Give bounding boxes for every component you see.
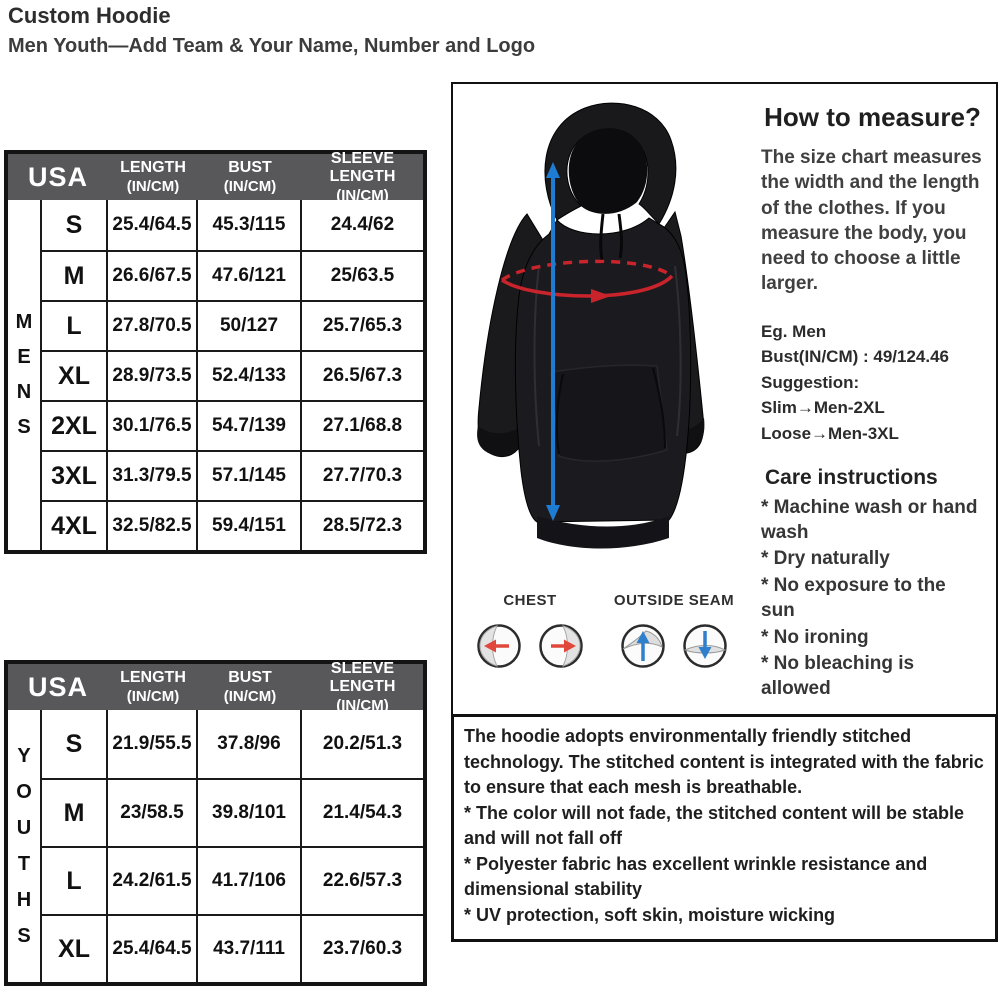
table-row: XL 28.9/73.5 52.4/133 26.5/67.3 [42, 350, 423, 400]
header-length: LENGTH (IN/CM) [120, 669, 186, 705]
chest-diagram-group [467, 592, 593, 669]
care-instructions-heading: Care instructions [765, 466, 938, 490]
outside-seam-label: OUTSIDE SEAM [613, 592, 735, 609]
size-example-block: Eg. Men Bust(IN/CM) : 49/124.46 Suggestion: Slim→Men-2XL Loose→Men-3XL [761, 321, 949, 443]
youths-size-table [4, 660, 427, 986]
chest-arrow-right-icon [538, 623, 584, 669]
page-title: Custom Hoodie [8, 3, 171, 28]
description-line: The hoodie adopts environmentally friendly stitched technology. The stitched content is integrated with the fabric to ensure that each mesh is breathable. [464, 726, 984, 798]
table-row: 3XL 31.3/79.5 57.1/145 27.7/70.3 [42, 450, 423, 500]
table-row: S 25.4/64.5 45.3/115 24.4/62 [42, 200, 423, 250]
outside-seam-diagram-group [607, 592, 741, 669]
table-row: M 26.6/67.5 47.6/121 25/63.5 [42, 250, 423, 300]
seam-arrow-up-icon [620, 623, 666, 669]
table-row: 2XL 30.1/76.5 54.7/139 27.1/68.8 [42, 400, 423, 450]
mens-table-header [8, 149, 423, 204]
header-usa: USA [27, 671, 88, 702]
chest-label: CHEST [503, 592, 557, 609]
youths-group-label: Y O U T H S [8, 710, 42, 982]
hoodie-photo [453, 86, 749, 586]
how-to-measure-heading: How to measure? [764, 102, 981, 132]
header-length: LENGTH (IN/CM) [120, 159, 186, 195]
description-line: * The color will not fade, the stitched content will be stable and will not fall off [464, 802, 965, 849]
table-row: L 24.2/61.5 41.7/106 22.6/57.3 [42, 846, 423, 914]
how-to-measure-panel [749, 82, 998, 716]
table-row: L 27.8/70.5 50/127 25.7/65.3 [42, 300, 423, 350]
table-row: 4XL 32.5/82.5 59.4/151 28.5/72.3 [42, 500, 423, 550]
product-description-box [451, 714, 998, 942]
chest-arrow-left-icon [476, 623, 522, 669]
care-instructions-list: * Machine wash or hand wash * Dry naturally * No exposure to the sun * No ironing * No bleaching is allowed [761, 497, 978, 699]
table-row: XL 25.4/64.5 43.7/111 23.7/60.3 [42, 914, 423, 982]
measure-body-text: The size chart measures the width and the length of the clothes. If you measure the body, you need to choose a little larger. [761, 147, 982, 295]
table-row: S 21.9/55.5 37.8/96 20.2/51.3 [42, 710, 423, 778]
mens-group-label: M E N S [8, 200, 42, 550]
description-line: * UV protection, soft skin, moisture wicking [464, 904, 836, 925]
page-subtitle: Men Youth—Add Team & Your Name, Number and Logo [8, 35, 536, 57]
seam-arrow-down-icon [682, 623, 728, 669]
description-line: * Polyester fabric has excellent wrinkle resistance and dimensional stability [464, 853, 928, 900]
table-row: M 23/58.5 39.8/101 21.4/54.3 [42, 778, 423, 846]
youths-table-header [8, 659, 423, 714]
hoodie-measure-panel [451, 82, 751, 716]
header-bust: BUST (IN/CM) [223, 159, 277, 195]
header-bust: BUST (IN/CM) [223, 669, 277, 705]
header-usa: USA [27, 161, 88, 192]
header-sleeve-length: SLEEVE LENGTH (IN/CM) [329, 659, 396, 714]
mens-size-table [4, 150, 427, 554]
header-sleeve-length: SLEEVE LENGTH (IN/CM) [329, 149, 396, 204]
